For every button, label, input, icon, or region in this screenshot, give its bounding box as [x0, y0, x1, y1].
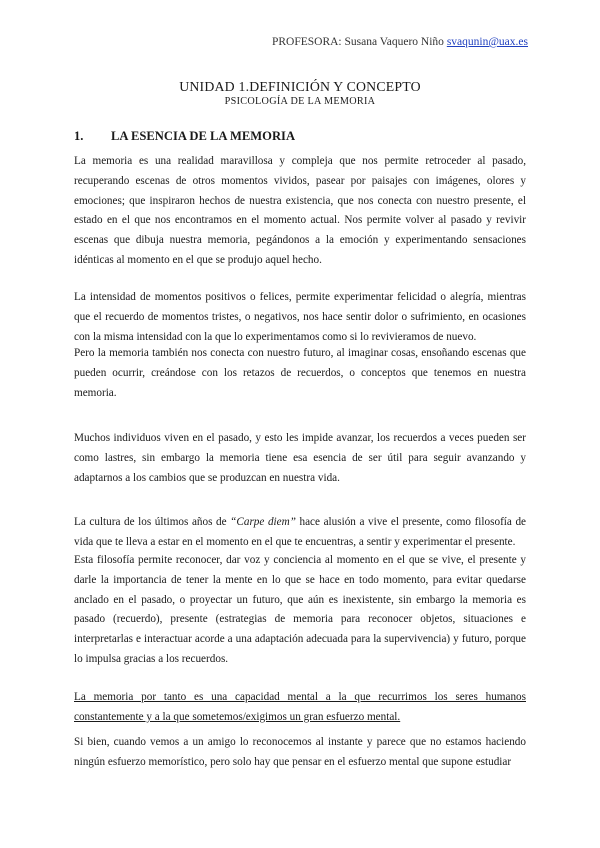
- section-title: LA ESENCIA DE LA MEMORIA: [111, 129, 296, 143]
- paragraph-5-start: La cultura de los últimos años de: [74, 516, 231, 528]
- paragraph-5: [74, 513, 526, 553]
- section-heading: [74, 129, 295, 144]
- unit-title: UNIDAD 1.DEFINICIÓN Y CONCEPTO: [179, 79, 421, 94]
- paragraph-5-end: hace alusión a vive el presente, como filosofía de vida que te lleva a estar en el momento en el que te encuentras, a sentir y experimentar el presente.: [74, 516, 527, 548]
- email-link[interactable]: svaqunin@uax.es: [446, 36, 528, 48]
- page-header: [272, 36, 528, 48]
- paragraph-2: La intensidad de momentos positivos o felices, permite experimentar felicidad o alegría, mientras que el recuerdo de momentos tristes, o negativos, nos hace sentir dolor o sufrimiento, en ocasiones con la misma intensidad con la que lo experimentamos como si lo revivieramos de nuevo.: [74, 291, 526, 343]
- paragraph-8: Si bien, cuando vemos a un amigo lo reconocemos al instante y parece que no estamos haciendo ningún esfuerzo memorístico, pero solo hay que pensar en el esfuerzo mental que supone estudiar: [74, 736, 526, 768]
- paragraph-3: Pero la memoria también nos conecta con nuestro futuro, al imaginar cosas, ensoñando escenas que pueden ocurrir, creándose con los retazos de recuerdos, o conceptos que tenemos en nuestra memoria.: [74, 347, 526, 399]
- paragraph-7-underlined: La memoria por tanto es una capacidad mental a la que recurrimos los seres humanos constantemente y a la que sometemos/exigimos un gran esfuerzo mental.: [74, 691, 526, 723]
- carpe-diem-quote: “Carpe diem”: [230, 516, 296, 528]
- section-number: 1.: [74, 129, 84, 143]
- author-label: PROFESORA: Susana Vaquero Niño: [271, 36, 444, 48]
- paragraph-4: Muchos individuos viven en el pasado, y esto les impide avanzar, los recuerdos a veces pueden ser como lastres, sin embargo la memoria tiene esa esencia de ser útil para seguir avanzando y adaptarnos a los cambios que se produzcan en nuestra vida.: [74, 432, 526, 484]
- paragraph-1: La memoria es una realidad maravillosa y compleja que nos permite retroceder al pasado, recuperando escenas de otros momentos vividos, pasear por paisajes con imágenes, olores y emociones; que inspiraron hechos de nuestra existencia, que nos conecta con nuestro presente, el estado en el que nos encontramos en el momento actual. Nos permite volver al pasado y revivir escenas que dibuja nuestra memoria, pegándonos a la emoción y experimentando sensaciones idénticas al momento en el que se produjo aquel hecho.: [74, 155, 526, 266]
- unit-subtitle: PSICOLOGÍA DE LA MEMORIA: [224, 96, 376, 107]
- paragraph-6: Esta filosofía permite reconocer, dar voz y conciencia al momento en el que se vive, el presente y darle la importancia de tener la mente en lo que se hace en todo momento, para evitar quedarse anclado en el pasado, o proyectar un futuro, que aún es inexistente, sin embargo la memoria es pasado (recuerdo), presente (estrategias de memoria para reconocer objetos, situaciones e interpretarlas e interactuar acorde a una adaptación adecuada para la supervivencia) y futuro, porque lo impulsa gracias a los recuerdos.: [74, 554, 526, 665]
